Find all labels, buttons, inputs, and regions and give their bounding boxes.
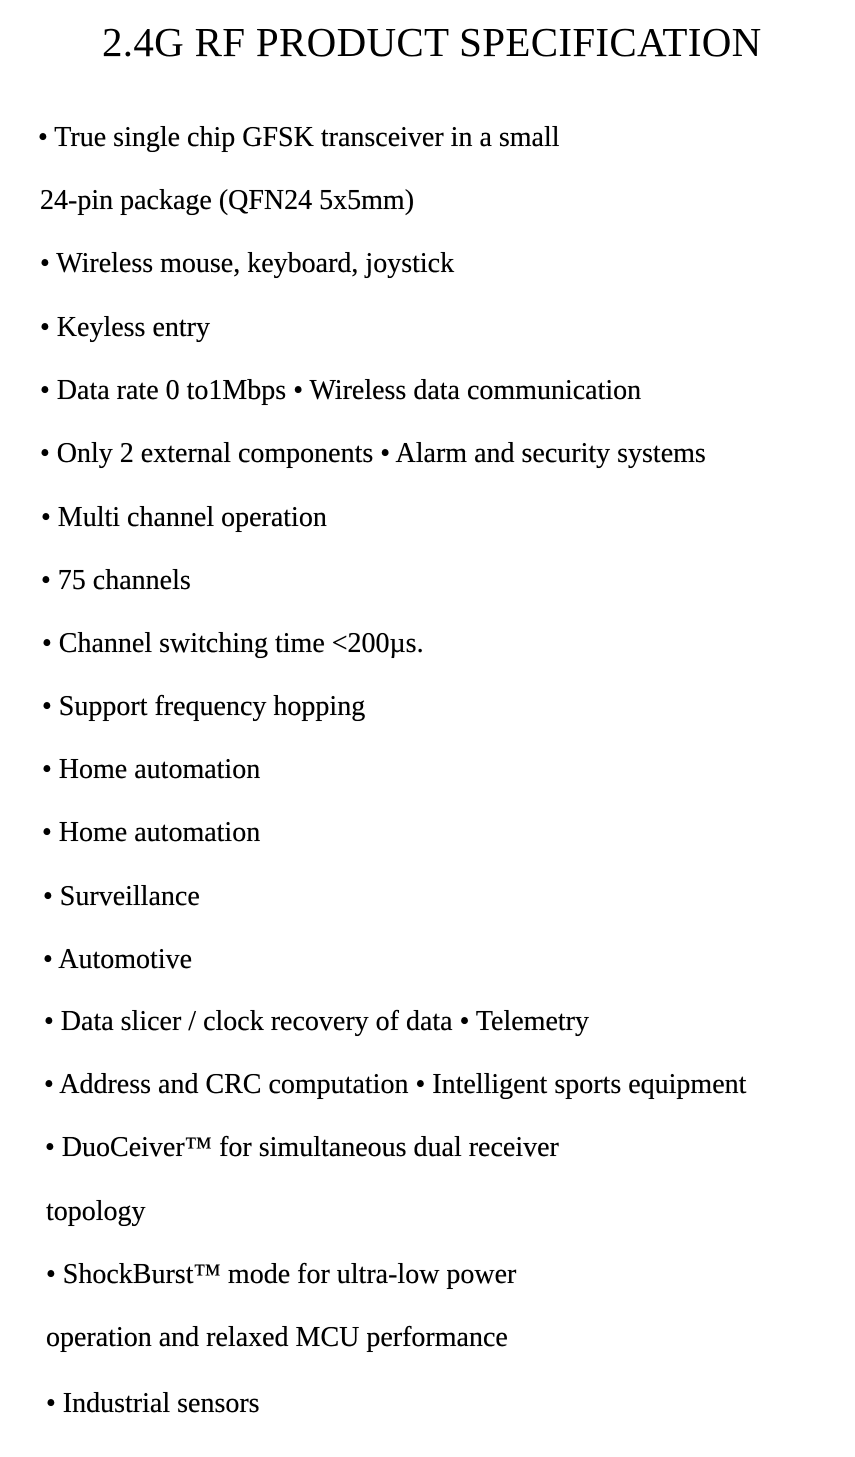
spec-line: • Data rate 0 to1Mbps • Wireless data communication	[40, 375, 642, 406]
spec-line: • Industrial sensors	[46, 1388, 260, 1419]
spec-line: • DuoCeiver™ for simultaneous dual receiver	[45, 1132, 559, 1163]
spec-line: • Automotive	[43, 944, 193, 975]
spec-line: • Only 2 external components • Alarm and security systems	[40, 438, 706, 469]
page-title: 2.4G RF PRODUCT SPECIFICATION	[102, 19, 762, 65]
spec-line: • Address and CRC computation • Intelligent sports equipment	[44, 1069, 747, 1100]
spec-line: • 75 channels	[41, 565, 191, 596]
spec-line: operation and relaxed MCU performance	[46, 1322, 508, 1353]
spec-line: topology	[46, 1196, 146, 1227]
spec-line: • True single chip GFSK transceiver in a small	[38, 122, 560, 153]
spec-line: • Keyless entry	[40, 312, 210, 343]
spec-line: • Wireless mouse, keyboard, joystick	[40, 248, 455, 279]
spec-line: • Home automation	[42, 754, 261, 785]
spec-line: • Data slicer / clock recovery of data • Telemetry	[44, 1006, 589, 1037]
spec-line: • ShockBurst™ mode for ultra-low power	[46, 1259, 517, 1290]
spec-line: • Surveillance	[43, 881, 200, 912]
spec-line: • Channel switching time <200µs.	[42, 628, 424, 659]
spec-line: • Multi channel operation	[41, 502, 327, 533]
spec-line: • Home automation	[42, 817, 261, 848]
spec-line: • Support frequency hopping	[42, 691, 366, 722]
spec-line: 24-pin package (QFN24 5x5mm)	[40, 185, 415, 216]
